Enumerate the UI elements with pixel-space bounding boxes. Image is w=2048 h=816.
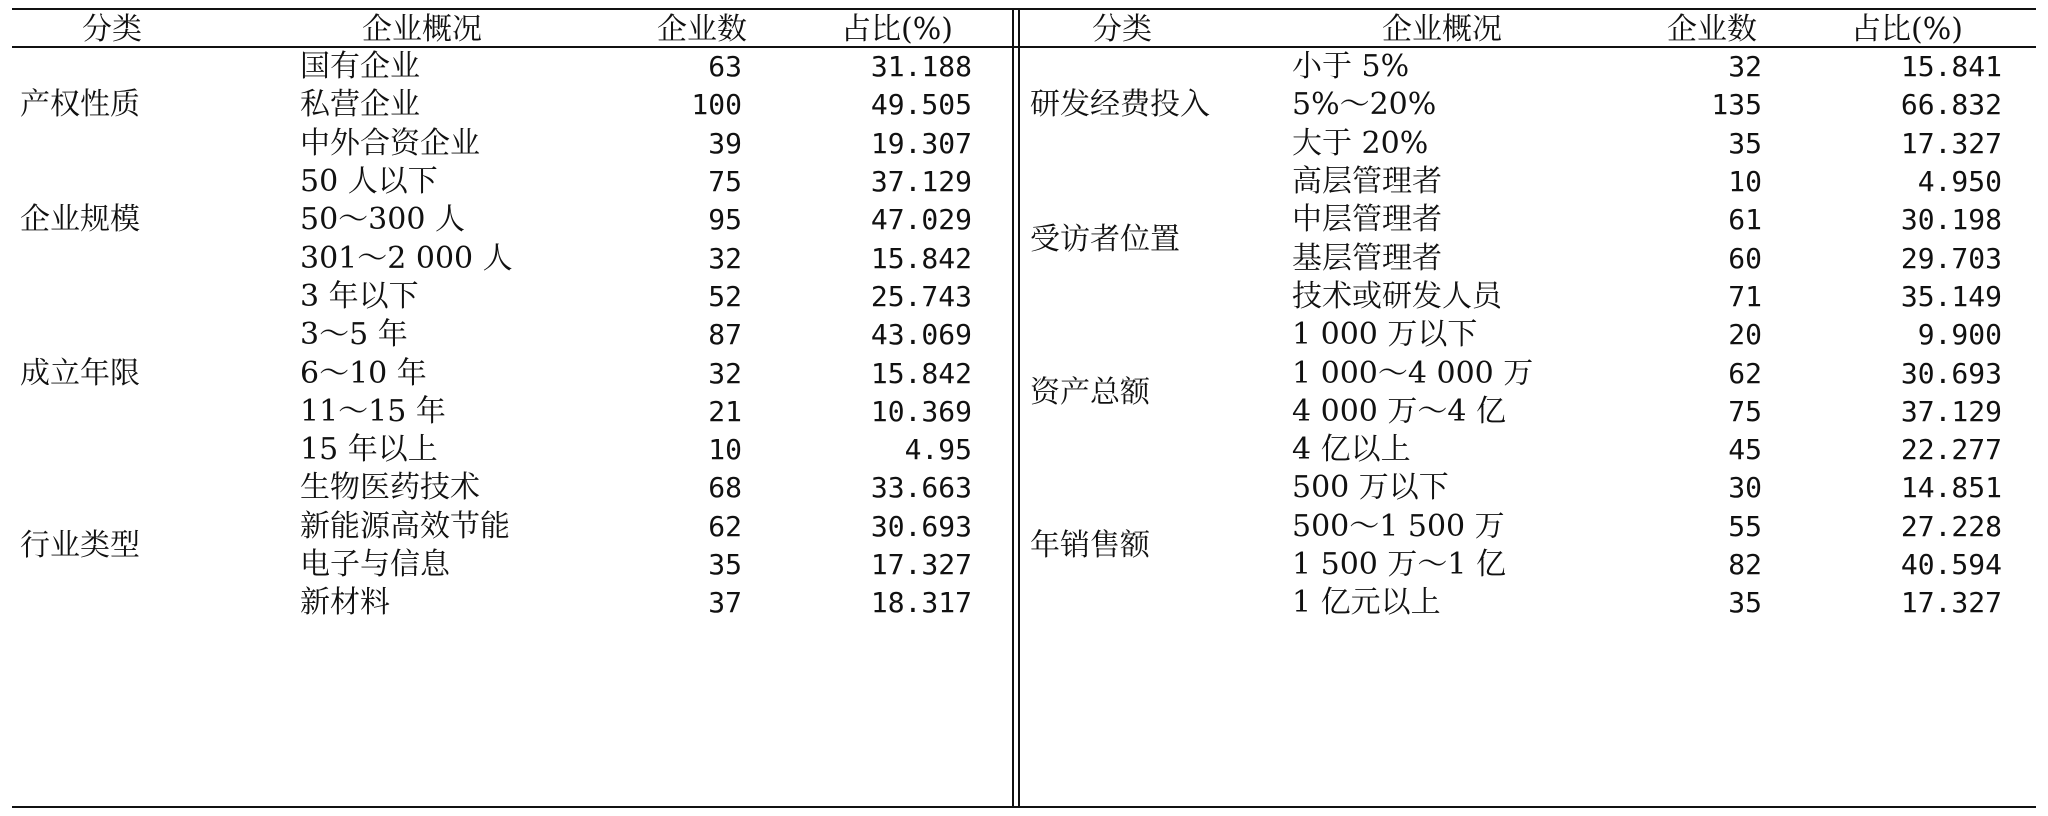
data-table (12, 8, 2036, 808)
count-cell: 20 (1728, 318, 1762, 352)
overview-cell: 1 500 万～1 亿 (1292, 547, 1507, 583)
divider-line-left (1012, 8, 1014, 808)
percent-cell: 37.129 (870, 165, 972, 199)
category-label: 企业规模 (20, 202, 140, 238)
overview-cell: 50 人以下 (300, 164, 438, 200)
percent-cell: 30.693 (870, 509, 972, 543)
header-count: 企业数 (657, 12, 747, 47)
overview-cell: 3 年以下 (300, 278, 419, 314)
overview-cell: 国有企业 (300, 49, 420, 85)
count-cell: 55 (1728, 509, 1762, 543)
header-overview: 企业概况 (362, 12, 482, 47)
overview-cell: 4 000 万～4 亿 (1292, 393, 1507, 429)
count-cell: 87 (708, 318, 742, 352)
overview-cell: 新能源高效节能 (300, 508, 510, 544)
percent-cell: 18.317 (870, 586, 972, 620)
overview-cell: 15 年以上 (300, 432, 438, 468)
overview-cell: 生物医药技术 (300, 470, 480, 506)
category-label: 行业类型 (20, 527, 140, 563)
overview-cell: 500～1 500 万 (1292, 508, 1505, 544)
count-cell: 52 (708, 279, 742, 313)
percent-cell: 22.277 (1900, 433, 2002, 467)
percent-cell: 15.842 (870, 241, 972, 275)
percent-cell: 17.327 (1900, 586, 2002, 620)
overview-cell: 新材料 (300, 585, 390, 621)
count-cell: 100 (691, 88, 742, 122)
percent-cell: 66.832 (1900, 88, 2002, 122)
header-overview: 企业概况 (1382, 12, 1502, 47)
overview-cell: 500 万以下 (1292, 470, 1449, 506)
percent-cell: 33.663 (870, 471, 972, 505)
category-label: 成立年限 (20, 355, 140, 391)
percent-cell: 9.900 (1917, 318, 2002, 352)
count-cell: 135 (1711, 88, 1762, 122)
overview-cell: 私营企业 (300, 87, 420, 123)
count-cell: 62 (1728, 356, 1762, 390)
percent-cell: 27.228 (1900, 509, 2002, 543)
header-count: 企业数 (1667, 12, 1757, 47)
percent-cell: 17.327 (870, 548, 972, 582)
percent-cell: 43.069 (870, 318, 972, 352)
overview-cell: 1 亿元以上 (1292, 585, 1441, 621)
percent-cell: 37.129 (1900, 394, 2002, 428)
count-cell: 10 (1728, 165, 1762, 199)
percent-cell: 30.693 (1900, 356, 2002, 390)
percent-cell: 4.950 (1917, 165, 2002, 199)
percent-cell: 17.327 (1900, 126, 2002, 160)
count-cell: 95 (708, 203, 742, 237)
percent-cell: 14.851 (1900, 471, 2002, 505)
category-label: 资产总额 (1030, 374, 1150, 410)
percent-cell: 35.149 (1900, 279, 2002, 313)
overview-cell: 高层管理者 (1292, 164, 1442, 200)
overview-cell: 1 000～4 000 万 (1292, 355, 1534, 391)
header-percent: 占比(%) (1851, 12, 1963, 47)
count-cell: 10 (708, 433, 742, 467)
overview-cell: 中层管理者 (1292, 202, 1442, 238)
overview-cell: 1 000 万以下 (1292, 317, 1478, 353)
count-cell: 39 (708, 126, 742, 160)
category-label: 研发经费投入 (1030, 87, 1210, 123)
percent-cell: 15.841 (1900, 50, 2002, 84)
overview-cell: 中外合资企业 (300, 125, 480, 161)
overview-cell: 6～10 年 (300, 355, 427, 391)
count-cell: 75 (1728, 394, 1762, 428)
count-cell: 82 (1728, 548, 1762, 582)
count-cell: 75 (708, 165, 742, 199)
percent-cell: 40.594 (1900, 548, 2002, 582)
count-cell: 35 (1728, 126, 1762, 160)
percent-cell: 30.198 (1900, 203, 2002, 237)
percent-cell: 10.369 (870, 394, 972, 428)
count-cell: 63 (708, 50, 742, 84)
overview-cell: 3～5 年 (300, 317, 408, 353)
count-cell: 45 (1728, 433, 1762, 467)
count-cell: 32 (708, 356, 742, 390)
count-cell: 61 (1728, 203, 1762, 237)
header-percent: 占比(%) (841, 12, 953, 47)
count-cell: 32 (1728, 50, 1762, 84)
overview-cell: 技术或研发人员 (1292, 278, 1502, 314)
overview-cell: 大于 20% (1292, 125, 1429, 161)
overview-cell: 4 亿以上 (1292, 432, 1411, 468)
count-cell: 37 (708, 586, 742, 620)
percent-cell: 31.188 (870, 50, 972, 84)
percent-cell: 29.703 (1900, 241, 2002, 275)
count-cell: 71 (1728, 279, 1762, 313)
overview-cell: 电子与信息 (300, 547, 450, 583)
percent-cell: 19.307 (870, 126, 972, 160)
count-cell: 30 (1728, 471, 1762, 505)
percent-cell: 47.029 (870, 203, 972, 237)
category-label: 受访者位置 (1030, 221, 1180, 257)
percent-cell: 4.95 (904, 433, 972, 467)
bottom-rule (12, 806, 2036, 808)
count-cell: 32 (708, 241, 742, 275)
divider-line-right (1018, 8, 1020, 808)
count-cell: 21 (708, 394, 742, 428)
overview-cell: 301～2 000 人 (300, 240, 513, 276)
count-cell: 68 (708, 471, 742, 505)
header-category: 分类 (1092, 12, 1152, 47)
percent-cell: 15.842 (870, 356, 972, 390)
header-category: 分类 (82, 12, 142, 47)
count-cell: 60 (1728, 241, 1762, 275)
overview-cell: 小于 5% (1292, 49, 1410, 85)
count-cell: 35 (708, 548, 742, 582)
category-label: 产权性质 (20, 87, 140, 123)
overview-cell: 50～300 人 (300, 202, 465, 238)
overview-cell: 11～15 年 (300, 393, 446, 429)
overview-cell: 5%～20% (1292, 87, 1437, 123)
category-label: 年销售额 (1030, 527, 1150, 563)
count-cell: 35 (1728, 586, 1762, 620)
count-cell: 62 (708, 509, 742, 543)
percent-cell: 49.505 (870, 88, 972, 122)
overview-cell: 基层管理者 (1292, 240, 1442, 276)
percent-cell: 25.743 (870, 279, 972, 313)
